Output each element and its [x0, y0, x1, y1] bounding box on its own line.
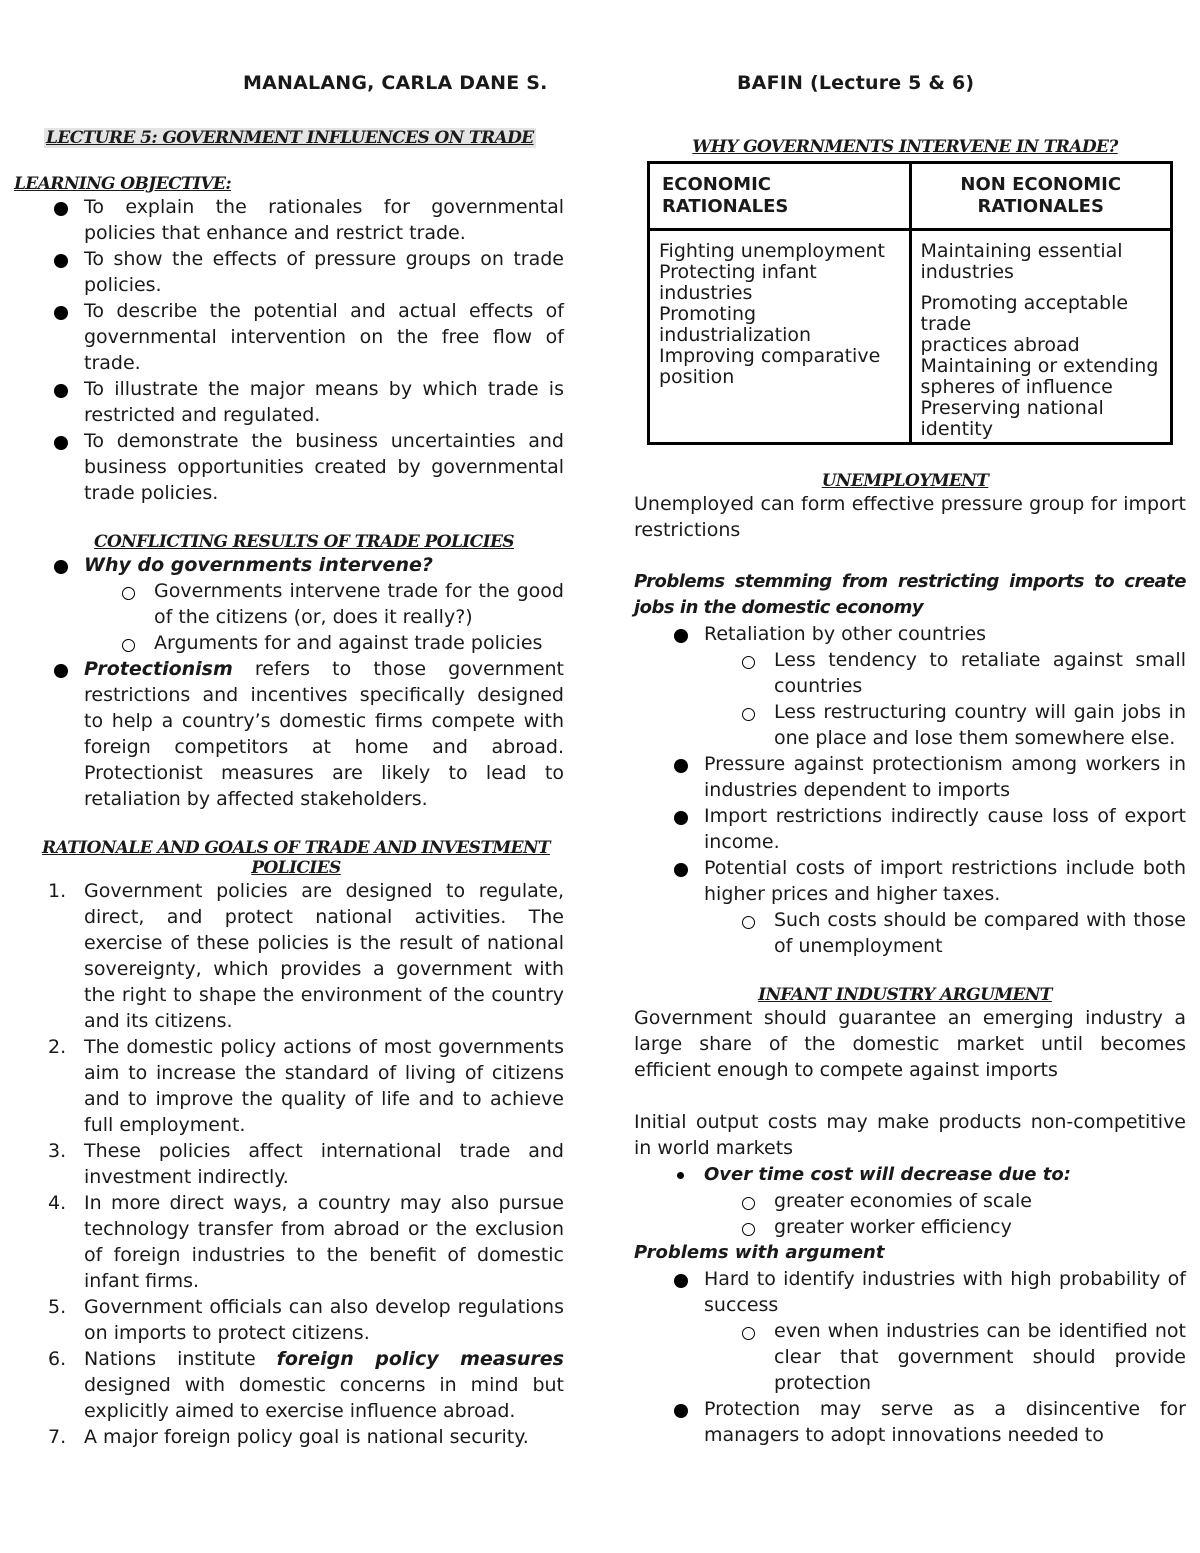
why-intervene-heading: WHY GOVERNMENTS INTERVENE IN TRADE?: [692, 137, 1118, 157]
list-item: Pressure against protectionism among workers in industries dependent to imports: [634, 751, 1186, 803]
foreign-policy-term: foreign policy measures: [276, 1348, 564, 1370]
list-item: Governments intervene trade for the good of the citizens (or, does it really?): [84, 578, 564, 630]
list-item: Promoting industrialization: [659, 303, 812, 346]
list-item: Maintaining essential industries: [920, 240, 1123, 283]
list-item: 2. The domestic policy actions of most governments aim to increase the standard of living of citizens and to improve the quality of life and to achieve full employment.: [48, 1036, 564, 1136]
infant-industry-heading: INFANT INDUSTRY ARGUMENT: [758, 985, 1052, 1005]
rationales-table: [647, 161, 1173, 445]
overtime-sublist: [704, 1188, 1186, 1240]
list-item: Less restructuring country will gain jobs in one place and lose them somewhere else.: [704, 699, 1186, 751]
problems-list: [634, 621, 1186, 959]
policies-list: [14, 878, 564, 1450]
objectives-heading: LEARNING OBJECTIVE:: [14, 174, 232, 194]
conflicting-list: [14, 552, 564, 812]
lecture-title: LECTURE 5: GOVERNMENT INFLUENCES ON TRADE: [46, 128, 534, 148]
rationale-heading: RATIONALE AND GOALS OF TRADE AND INVESTMENT POLICIES: [42, 838, 550, 878]
list-item: 4. In more direct ways, a country may also pursue technology transfer from abroad or the exclusion of foreign industries to the benefit of domestic infant firms.: [48, 1192, 564, 1292]
list-item: [14, 552, 564, 656]
list-item: Preserving national identity: [920, 397, 1104, 440]
initial-costs-text: Initial output costs may make products non-competitive in world markets: [634, 1111, 1186, 1159]
argument-problems-list: [634, 1266, 1186, 1448]
list-item: Protecting infant industries: [659, 261, 817, 304]
list-item: 7. A major foreign policy goal is national security.: [48, 1426, 529, 1448]
list-item: 6. Nations institute foreign policy measures designed with domestic concerns in mind but explicitly aimed to exercise influence abroad.: [48, 1348, 564, 1422]
list-item: To illustrate the major means by which trade is restricted and regulated.: [14, 376, 564, 428]
course-title: BAFIN (Lecture 5 & 6): [737, 72, 975, 94]
list-item: Retaliation by other countries Less tendency to retaliate against small countries Less restructuring country will gain jobs in one place and lose them somewhere else.: [634, 621, 1186, 751]
protectionism-text: refers to those government restrictions and incentives specifically designed to help a country’s domestic firms compete with foreign competitors at home and abroad. Protectionist measures are likely to lead to retaliation by affected stakeholders.: [84, 658, 564, 810]
left-column: [14, 126, 564, 1450]
problems-argument-heading: Problems with argument: [634, 1242, 885, 1263]
list-item: even when industries can be identified not clear that government should provide protection: [704, 1318, 1186, 1396]
why-sublist: [84, 578, 564, 656]
list-item: Improving comparative position: [659, 345, 881, 388]
list-item: 3. These policies affect international trade and investment indirectly.: [48, 1140, 564, 1188]
list-item: Import restrictions indirectly cause loss of export income.: [634, 803, 1186, 855]
list-item: To explain the rationales for governmental policies that enhance and restrict trade.: [14, 194, 564, 246]
retaliation-sublist: [704, 647, 1186, 751]
list-item: To describe the potential and actual effects of governmental intervention on the free flow of trade.: [14, 298, 564, 376]
table-header-non-economic: NON ECONOMIC RATIONALES: [910, 163, 1172, 230]
list-item: Such costs should be compared with those of unemployment: [704, 907, 1186, 959]
objectives-list: [14, 194, 564, 506]
list-item: Promoting acceptable trade: [920, 292, 1129, 335]
list-item: Hard to identify industries with high probability of success even when industries can be identified not clear that government should provide protection: [634, 1266, 1186, 1396]
table-header-economic: ECONOMIC RATIONALES: [649, 163, 911, 230]
list-item: To demonstrate the business uncertainties and business opportunities created by governmental trade policies.: [14, 428, 564, 506]
overtime-list: [634, 1161, 1186, 1240]
list-item: practices abroad: [920, 334, 1080, 356]
list-item: 5. Government officials can also develop regulations on imports to protect citizens.: [48, 1296, 564, 1344]
list-item: 1. Government policies are designed to regulate, direct, and protect national activities. The exercise of these policies is the result of national sovereignty, which provides a government with the right to shape the environment of the country and its citizens.: [48, 880, 564, 1032]
protectionism-term: Protectionism: [84, 658, 233, 680]
list-item: greater worker efficiency: [704, 1214, 1186, 1240]
infant-text: Government should guarantee an emerging industry a large share of the domestic market until becomes efficient enough to compete against imports: [634, 1007, 1186, 1081]
unemployment-text: Unemployed can form effective pressure group for import restrictions: [634, 493, 1186, 541]
student-name: MANALANG, CARLA DANE S.: [243, 72, 548, 94]
costs-sublist: [704, 907, 1186, 959]
list-item: To show the effects of pressure groups on trade policies.: [14, 246, 564, 298]
hard-identify-sublist: [704, 1318, 1186, 1396]
list-item: [14, 656, 564, 812]
problems-heading: Problems stemming from restricting imports to create jobs in the domestic economy: [634, 571, 1186, 618]
list-item: Maintaining or extending spheres of influence: [920, 355, 1159, 398]
why-question: Why do governments intervene?: [84, 554, 433, 576]
economic-cell: [649, 230, 911, 444]
list-item: Less tendency to retaliate against small countries: [704, 647, 1186, 699]
list-item: Fighting unemployment: [659, 240, 885, 262]
unemployment-heading: UNEMPLOYMENT: [821, 471, 989, 491]
list-item: Arguments for and against trade policies: [84, 630, 564, 656]
list-item: Protection may serve as a disincentive for managers to adopt innovations needed to: [634, 1396, 1186, 1448]
conflicting-heading: CONFLICTING RESULTS OF TRADE POLICIES: [94, 532, 514, 552]
list-item: Over time cost will decrease due to: greater economies of scale greater worker efficiency: [634, 1161, 1186, 1240]
non-economic-cell: [910, 230, 1172, 444]
list-item: Potential costs of import restrictions include both higher prices and higher taxes. Such costs should be compared with those of unemployment: [634, 855, 1186, 959]
right-column: [634, 137, 1186, 1448]
list-item: greater economies of scale: [704, 1188, 1186, 1214]
